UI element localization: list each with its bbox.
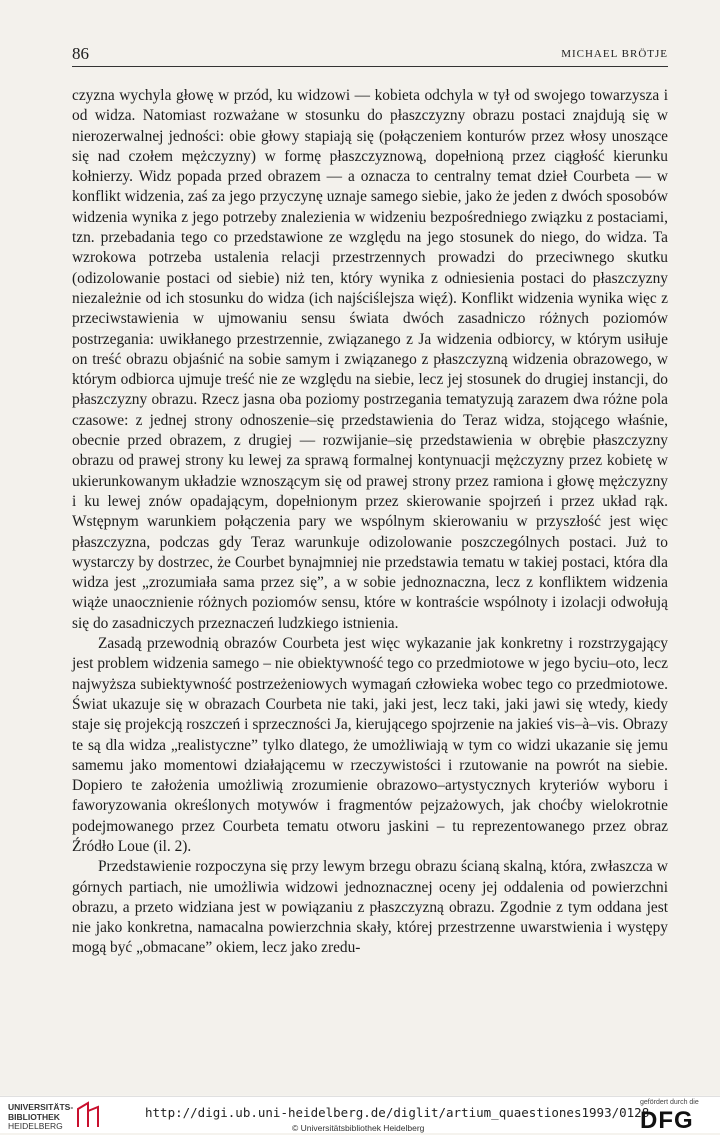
library-line-1: UNIVERSITÄTS- <box>8 1102 74 1112</box>
library-logo-text <box>8 1103 73 1132</box>
dfg-logo: DFG <box>640 1107 694 1134</box>
running-head: MICHAEL BRÖTJE <box>561 48 668 60</box>
paragraph-3: Przedstawienie rozpoczyna się przy lewym brzegu obrazu ścianą skalną, która, zwłaszcza w górnych partiach, nie umożliwia widzowi jednoznacznej oceny jej oddalenia od powierzchni obrazu, a przeto widziana jest w powiązaniu z płaszczyzną obrazu. Zgodnie z tym oddana jest nie jako konkretna, namacalna powierzchnia skały, której przestrzenne uwarstwienia i występy mogą być „obmacane” okiem, lecz jako zredu- <box>72 858 668 957</box>
page-number: 86 <box>72 44 89 63</box>
funder-note: gefördert durch die <box>640 1099 699 1106</box>
header-rule <box>72 66 668 67</box>
body-text <box>72 86 668 959</box>
library-line-2: BIBLIOTHEK <box>8 1111 60 1122</box>
copyright-text: © Universitätsbibliothek Heidelberg <box>292 1123 425 1133</box>
source-url-link[interactable]: http://digi.ub.uni-heidelberg.de/diglit/artium_quaestiones1993/0128 <box>145 1105 650 1120</box>
paragraph-2: Zasadą przewodnią obrazów Courbeta jest więc wykazanie jak konkretny i rozstrzygający jest problem widzenia samego – nie obiektywność tego co przedmiotowe w jego byciu–oto, lecz najwyższa subiektywność postrzeżeniowych wymagań człowieka wobec tego co przedmiotowe. Świat ukazuje się w obrazach Courbeta nie taki, jaki jest, lecz taki, jaki jawi się wtedy, kiedy staje się projekcją roszczeń i sprzeczności Ja, kierującego spojrzenie na jakieś vis–à–vis. Obrazy te są dla widza „realistyczne” tylko dlatego, że umożliwiają w tym co widzi ukazanie się jemu samemu jako momentowi działającemu w rzeczywistości i rzutowanie na powrót na siebie. Dopiero te założenia umożliwią zrozumienie obrazowo–artystycznych kryteriów wyboru i faworyzowania określonych motywów i fragmentów pejzażowych, jak choćby wielokrotnie podejmowanego przez Courbeta tematu otworu jaskini – tu reprezentowanego przez obraz Źródło Loue (il. 2). <box>72 635 668 855</box>
library-logo-icon <box>74 1101 102 1129</box>
library-line-3: HEIDELBERG <box>8 1121 63 1131</box>
page-header <box>72 44 668 68</box>
paragraph-1: czyzna wychyla głowę w przód, ku widzowi — kobieta odchyla w tył od swojego towarzysza i od widza. Natomiast rozważane w stosunku do płaszczyzny obrazu postaci znajdują się w nierozerwalnej jedności: obie głowy stapiają się (połączeniem konturów przez włosy unoszące się nad czołem mężczyzny) w formę płaszczyznową, dopełnioną przez ciągłość kierunku kołnierzy. Widz popada przed obrazem — a oznacza to centralny temat dzieł Courbeta — w konflikt widzenia, zaś za jego przyczynę uznaje samego siebie, jako że jeden z dwóch sposobów widzenia wynika z jego potrzeby znalezienia w widzeniu bezpośredniego związku z postaciami, tzn. przebadania tego co przedstawione ze względu na jego stosunek do niego, do widza. Ta wzrokowa potrzeba ustalenia relacji przestrzennych prowadzi do przeciwnego skutku (odizolowanie postaci od siebie) niż ten, który wynika z odniesienia postaci do płaszczyzny niezależnie od ich stosunku do widza (ich najściślejsza więź). Konflikt widzenia wynika więc z przeciwstawienia w ujmowaniu sensu świata dwóch zasadniczo różnych poziomów postrzegania: uwikłanego przestrzennie, związanego z Ja widzenia odbiorcy, w którym usiłuje on treść obrazu objaśnić na sobie samym i związanego z płaszczyzną widzenia obrazowego, w którym odbiorca ujmuje treść nie ze względu na siebie, lecz jej stosunek do drugiej instancji, do płaszczyzny obrazu. Rzecz jasna oba poziomy postrzegania tematyzują zarazem dwa różne pola czasowe: z jednej strony odnoszenie–się przedstawienia do Teraz widza, stojącego właśnie, obecnie przed obrazem, z drugiej — rozwijanie–się przedstawienia w obrębie płaszczyzny obrazu od prawej strony ku lewej za sprawą formalnej kontynuacji mężczyzny przez kobietę w ukierunkowanym układzie wznoszącym się od prawej strony przez ramiona i głowę mężczyzny i ku lewej znów opadającym, dopełnionym przez skierowanie spojrzeń i przez układ rąk. Wstępnym warunkiem połączenia pary we wspólnym skierowaniu w przyszłość jest więc płaszczyzna, podczas gdy Teraz warunkuje odizolowanie poszczególnych postaci. Już to wystarczy by dostrzec, że Courbet bynajmniej nie przedstawia tematu w takiej postaci, która dla widza jest „zrozumiała sama przez się”, a w sobie jednoznaczna, lecz z konfliktem widzenia wiąże unaocznienie różnych poziomów sensu, które w kontraście wspólnoty i izolacji odwołują się do zasadniczych przeznaczeń ludzkiego istnienia. <box>72 87 668 632</box>
digitization-footer <box>0 1096 720 1133</box>
